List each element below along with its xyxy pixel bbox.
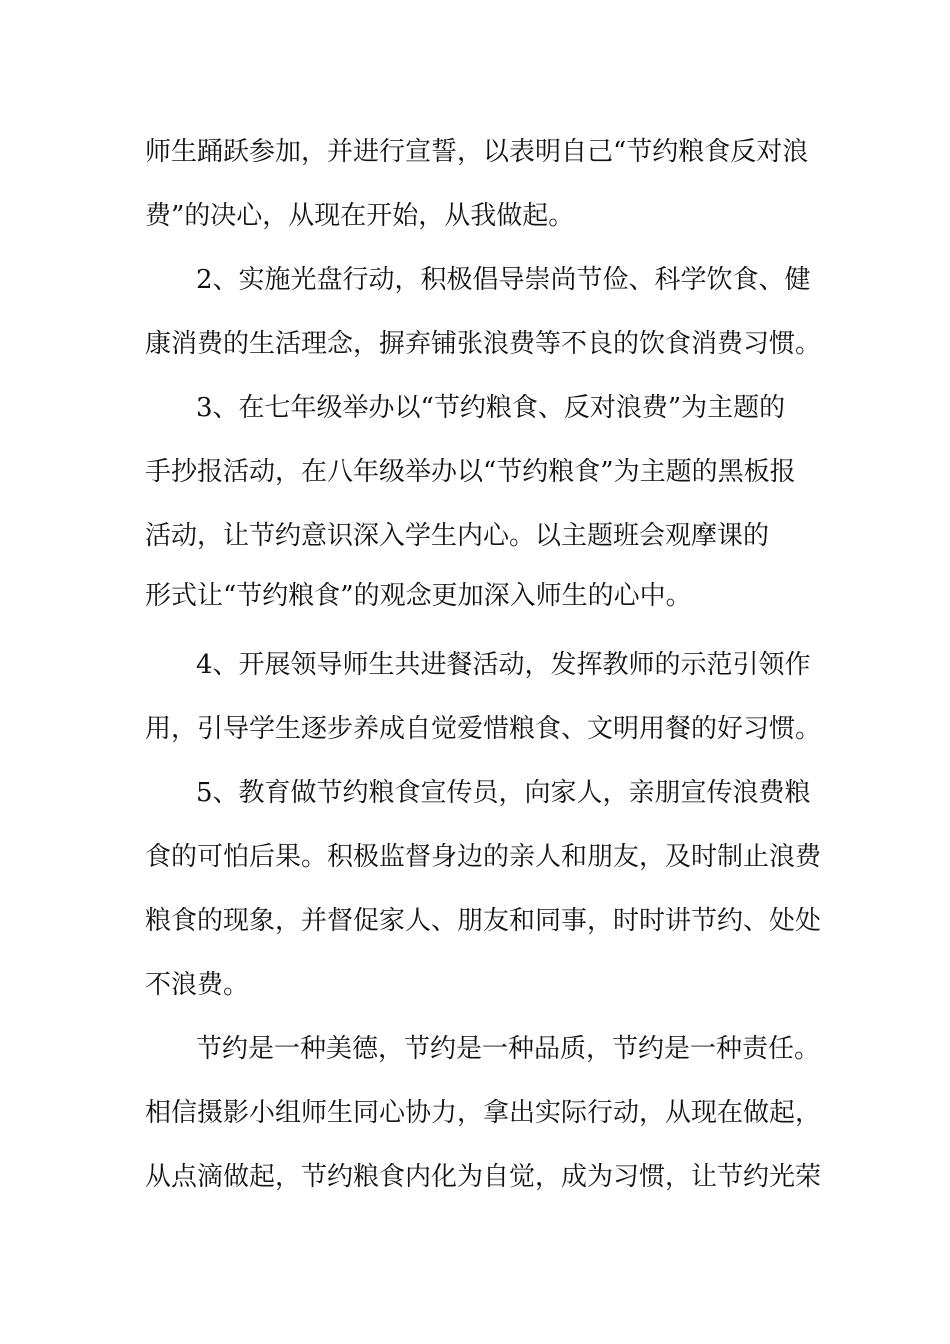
text-line: 从点滴做起，节约粮食内化为自觉，成为习惯，让节约光荣 bbox=[145, 1162, 822, 1192]
text-line: 相信摄影小组师生同心协力，拿出实际行动，从现在做起， bbox=[145, 1098, 822, 1128]
text-line: 康消费的生活理念，摒弃铺张浪费等不良的饮食消费习惯。 bbox=[145, 329, 822, 359]
paragraph-2-start: 2、实施光盘行动，积极倡导崇尚节俭、科学饮食、健 bbox=[196, 265, 811, 295]
paragraph-5-start: 5、教育做节约粮食宣传员，向家人，亲朋宣传浪费粮 bbox=[196, 778, 811, 808]
text-line: 费”的决心，从现在开始，从我做起。 bbox=[145, 201, 575, 231]
text-line: 形式让“节约粮食”的观念更加深入师生的心中。 bbox=[145, 581, 692, 611]
paragraph-3-start: 3、在七年级举办以“节约粮食、反对浪费”为主题的 bbox=[196, 393, 786, 423]
text-line: 用，引导学生逐步养成自觉爱惜粮食、文明用餐的好习惯。 bbox=[145, 714, 822, 744]
text-line: 不浪费。 bbox=[145, 970, 250, 1000]
text-line: 活动，让节约意识深入学生内心。以主题班会观摩课的 bbox=[145, 521, 770, 551]
paragraph-4-start: 4、开展领导师生共进餐活动，发挥教师的示范引领作 bbox=[196, 650, 811, 680]
text-line: 手抄报活动，在八年级举办以“节约粮食”为主题的黑板报 bbox=[145, 457, 796, 487]
paragraph-closing-start: 节约是一种美德，节约是一种品质，节约是一种责任。 bbox=[196, 1034, 821, 1064]
text-line: 师生踊跃参加，并进行宣誓，以表明自己“节约粮食反对浪 bbox=[145, 137, 809, 167]
text-line: 粮食的现象，并督促家人、朋友和同事，时时讲节约、处处 bbox=[145, 906, 822, 936]
text-line: 食的可怕后果。积极监督身边的亲人和朋友，及时制止浪费 bbox=[145, 842, 822, 872]
